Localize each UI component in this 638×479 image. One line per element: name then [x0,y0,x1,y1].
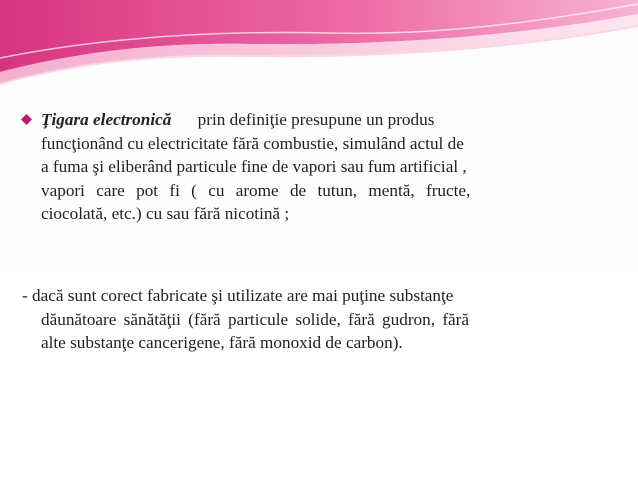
dash-paragraph [22,284,615,355]
bullet-paragraph [41,108,615,226]
paragraph-line: a fuma şi eliberând particule fine de vapori sau fum artificial , [41,157,467,176]
header-wave-decoration [0,0,638,90]
paragraph-line: dăunătoare sănătăţii (fără particule solide, fără gudron, fără [41,309,470,329]
term-heading: Ţigara electronică [41,110,172,129]
paragraph-line: - dacă sunt corect fabricate şi utilizate are mai puţine substanţe [22,286,454,305]
paragraph-line: ciocolată, etc.) cu sau fără nicotină ; [41,204,290,223]
diamond-bullet-icon [21,114,32,125]
paragraph-line: funcţionând cu electricitate fără combustie, simulând actul de [41,133,464,153]
paragraph-line: prin definiţie presupune un produs [197,110,435,129]
paragraph-line: vapori care pot fi ( cu arome de tutun, mentă, fructe, [41,180,471,200]
paragraph-line: alte substanţe cancerigene, fără monoxid de carbon). [41,333,403,352]
